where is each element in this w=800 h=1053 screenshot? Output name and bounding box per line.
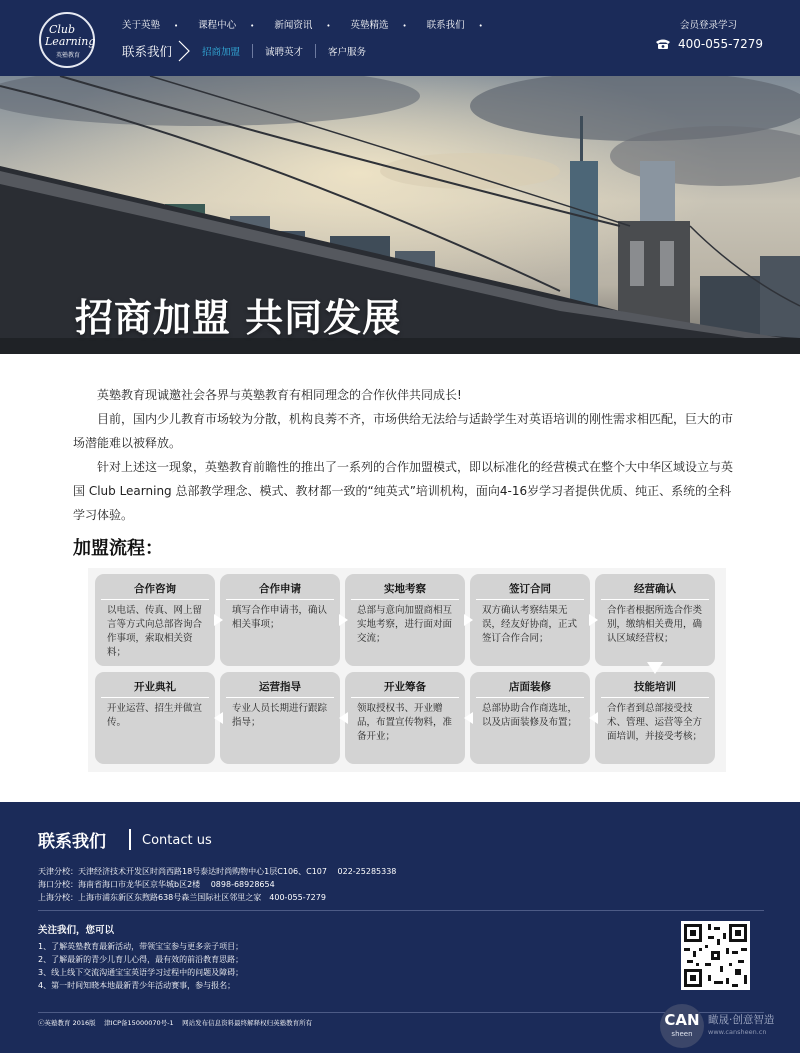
member-login-link[interactable]: 会员登录学习 xyxy=(680,20,738,31)
arrow-left-icon xyxy=(589,712,598,724)
intro-paragraph-1: 英塾教育现诚邀社会各界与英塾教育有相同理念的合作伙伴共同成长! xyxy=(97,388,462,402)
footer-divider xyxy=(38,910,764,911)
club-learning-logo[interactable] xyxy=(39,12,95,68)
banner-title: 招商加盟 共同发展 xyxy=(75,296,402,340)
flow-step-divider xyxy=(601,599,709,600)
flow-step-divider xyxy=(226,697,334,698)
flow-step-desc: 双方确认考察结果无误，经友好协商，正式签订合作合同； xyxy=(482,605,578,644)
current-section-label: 联系我们 xyxy=(122,44,173,59)
flow-step-title: 签订合同 xyxy=(509,583,551,595)
flow-step-title: 实地考察 xyxy=(384,583,426,595)
site-header xyxy=(0,0,800,76)
flow-step-title: 合作申请 xyxy=(259,583,301,595)
follow-item: 4、第一时间知晓本地最新青少年活动赛事，参与报名； xyxy=(38,981,236,990)
subnav-franchise[interactable]: 招商加盟 xyxy=(202,47,241,58)
address-haikou: 海口分校：海南省海口市龙华区京华城b区2楼 0898-68928654 xyxy=(38,880,275,889)
flow-step-desc: 填写合作申请书，确认相关事项； xyxy=(232,605,328,630)
flow-step-divider xyxy=(226,599,334,600)
flow-step-2 xyxy=(220,574,340,666)
flow-step-title: 开业典礼 xyxy=(134,681,176,693)
flow-step-9 xyxy=(220,672,340,764)
footer-divider-bottom xyxy=(38,1012,764,1013)
copyright-text: ⓒ英塾教育 2016版 津ICP备15000070号-1 网站发布信息资料最终解释权归英塾教育所有 xyxy=(38,1019,313,1027)
flow-step-title: 合作咨询 xyxy=(134,583,176,595)
flow-step-1 xyxy=(95,574,215,666)
flow-step-title: 运营指导 xyxy=(259,681,301,693)
flow-step-divider xyxy=(351,599,459,600)
flow-step-title: 经营确认 xyxy=(634,583,676,595)
main-nav xyxy=(122,17,503,31)
wechat-qr-code xyxy=(681,921,750,990)
address-tianjin: 天津分校：天津经济技术开发区时尚西路18号泰达时尚购物中心1层C106、C107 022-25285338 xyxy=(38,867,397,876)
phone-icon xyxy=(655,38,671,50)
intro-paragraph-2: 目前，国内少儿教育市场较为分散，机构良莠不齐，市场供给无法给与适龄学生对英语培训的刚性需求相匹配，巨大的市场潜能难以被释放。 xyxy=(73,412,734,450)
cansheen-logo[interactable] xyxy=(660,1004,704,1048)
arrow-right-icon xyxy=(214,614,223,626)
arrow-right-icon xyxy=(339,614,348,626)
flow-step-7 xyxy=(470,672,590,764)
cansheen-url[interactable]: www.cansheen.cn xyxy=(708,1028,767,1036)
flow-step-title: 店面装修 xyxy=(509,681,551,693)
flow-step-divider xyxy=(101,697,209,698)
flow-step-divider xyxy=(476,599,584,600)
flow-step-desc: 开业运营、招生并做宣传。 xyxy=(107,703,203,728)
flow-step-divider xyxy=(476,697,584,698)
flow-step-desc: 领取授权书、开业赠品，布置宣传物料，准备开业； xyxy=(357,703,453,742)
follow-item: 2、了解最新的青少儿育儿心得，最有效的前沿教育思路； xyxy=(38,955,244,964)
flow-step-10 xyxy=(95,672,215,764)
flow-step-divider xyxy=(101,599,209,600)
cansheen-logo-text: CAN xyxy=(664,1011,700,1029)
flow-step-8 xyxy=(345,672,465,764)
arrow-right-icon xyxy=(589,614,598,626)
subnav-careers[interactable]: 诚聘英才 xyxy=(252,44,315,58)
footer-contact-title: 联系我们 xyxy=(38,832,106,852)
footer-addresses xyxy=(38,865,396,904)
flow-step-4 xyxy=(470,574,590,666)
logo-text-club: Club xyxy=(49,23,76,36)
nav-item-news[interactable]: 新闻资讯 • xyxy=(274,20,331,31)
subnav-customer-service[interactable]: 客户服务 xyxy=(315,44,378,58)
arrow-right-icon xyxy=(464,614,473,626)
arrow-left-icon xyxy=(214,712,223,724)
qr-code-icon xyxy=(681,921,750,990)
flow-title: 加盟流程： xyxy=(73,538,163,559)
follow-title: 关注我们，您可以 xyxy=(38,925,115,936)
arrow-down-icon xyxy=(647,662,663,674)
cansheen-logo-subtext: sheen xyxy=(671,1030,693,1038)
follow-list xyxy=(38,940,243,992)
flow-step-5 xyxy=(595,574,715,666)
flow-step-divider xyxy=(601,697,709,698)
nav-item-featured[interactable]: 英塾精选 • xyxy=(350,20,407,31)
flow-step-title: 开业筹备 xyxy=(384,681,426,693)
arrow-left-icon xyxy=(339,712,348,724)
logo-text-learning: Learning xyxy=(45,35,96,48)
follow-item: 1、了解英塾教育最新活动，带领宝宝参与更多亲子项目； xyxy=(38,942,244,951)
address-shanghai: 上海分校：上海市浦东新区东煦路638号森兰国际社区邻里之家 400-055-7279 xyxy=(38,893,326,902)
footer-contact-title-en: Contact us xyxy=(142,833,212,848)
flow-step-desc: 合作者根据所选合作类别，缴纳相关费用，确认区域经营权； xyxy=(607,605,703,644)
flow-step-desc: 总部与意向加盟商相互实地考察，进行面对面交流； xyxy=(357,605,453,644)
header-phone xyxy=(655,37,763,51)
footer-divider-bar xyxy=(129,829,131,850)
hero-banner xyxy=(0,76,800,354)
flow-step-desc: 总部协助合作商选址，以及店面装修及布置； xyxy=(482,703,578,728)
site-footer xyxy=(0,802,800,1053)
flow-step-divider xyxy=(351,697,459,698)
logo-text-cn: 英塾教育 xyxy=(56,52,81,59)
phone-number: 400-055-7279 xyxy=(678,37,764,51)
intro-paragraph-3: 针对上述这一现象，英塾教育前瞻性的推出了一系列的合作加盟模式，即以标准化的经营模式在整个大中华区域设立与英国 Club Learning 总部教学理念、模式、教材都一致的“纯英式”培训机构，面向4-16岁学习者提供优质、纯正、系统的全科学习体验。 xyxy=(73,460,734,522)
nav-item-courses[interactable]: 课程中心 • xyxy=(198,20,255,31)
flow-step-desc: 合作者到总部接受技术、管理、运营等全方面培训，并接受考核； xyxy=(607,703,703,742)
sub-nav xyxy=(122,40,378,62)
flow-step-6 xyxy=(595,672,715,764)
intro-text xyxy=(73,383,733,527)
flow-step-title: 技能培训 xyxy=(634,681,676,693)
flow-step-desc: 专业人员长期进行跟踪指导； xyxy=(232,703,328,728)
chevron-right-icon xyxy=(178,40,190,62)
flow-step-desc: 以电话、传真、网上留言等方式向总部咨询合作事项，索取相关资料； xyxy=(107,605,203,658)
cansheen-slogan: 瞰晟·创意智造 xyxy=(708,1014,775,1026)
follow-item: 3、线上线下交流沟通宝宝英语学习过程中的问题及障碍； xyxy=(38,968,244,977)
flow-step-3 xyxy=(345,574,465,666)
arrow-left-icon xyxy=(464,712,473,724)
nav-item-contact[interactable]: 联系我们 • xyxy=(426,20,483,31)
nav-item-about[interactable]: 关于英塾 • xyxy=(122,20,179,31)
